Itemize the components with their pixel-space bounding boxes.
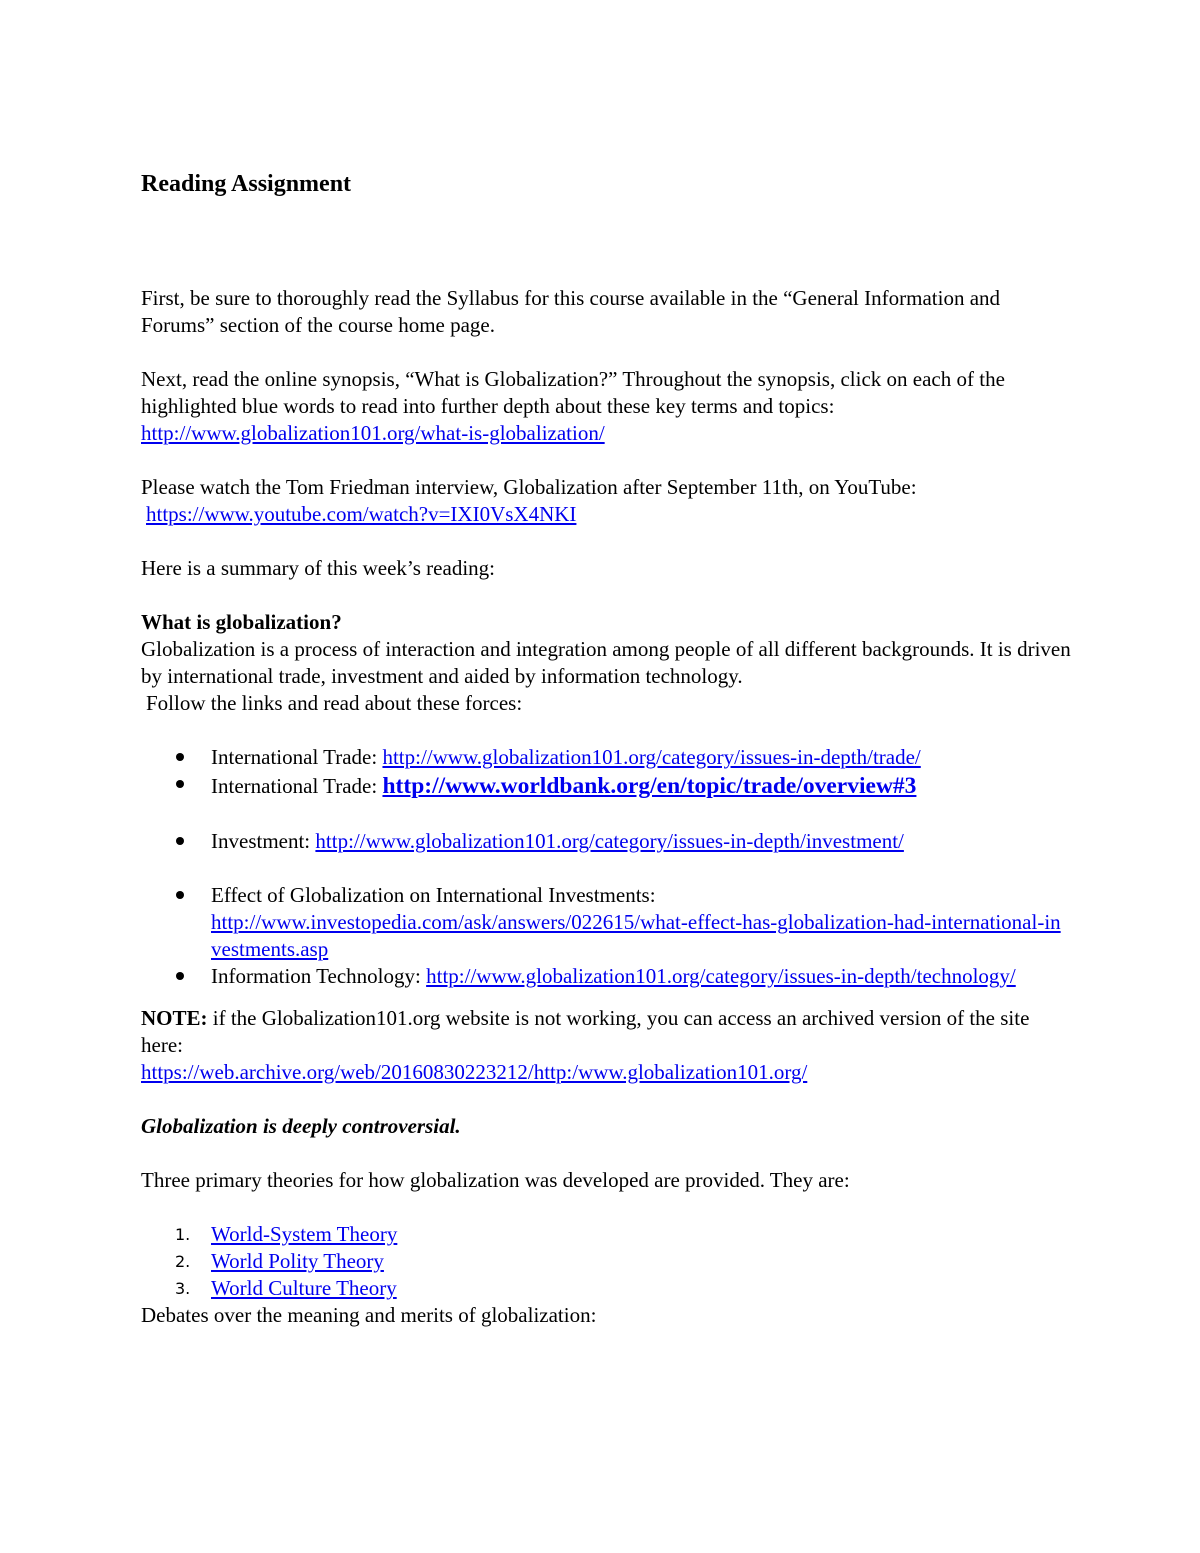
debates-text: Debates over the meaning and merits of globalization: bbox=[141, 1303, 597, 1327]
page-title: Reading Assignment bbox=[141, 171, 352, 197]
interview-paragraph bbox=[141, 474, 1071, 528]
controversy-heading: Globalization is deeply controversial. bbox=[141, 1114, 461, 1138]
interview-text: Please watch the Tom Friedman interview, Globalization after September 11th, on YouTube: bbox=[141, 475, 917, 499]
section-heading: What is globalization? bbox=[141, 610, 342, 634]
list-item bbox=[141, 744, 1071, 771]
forces-list bbox=[141, 744, 1071, 990]
document-page bbox=[141, 168, 1071, 1329]
worldbank-trade-link[interactable]: http://www.worldbank.org/en/topic/trade/overview#3 bbox=[382, 773, 917, 799]
bullet-icon bbox=[176, 780, 184, 788]
investment-link[interactable]: http://www.globalization101.org/category/issues-in-depth/investment/ bbox=[315, 829, 904, 853]
list-item bbox=[141, 771, 1071, 801]
world-system-theory-link[interactable]: World-System Theory bbox=[211, 1222, 398, 1246]
world-polity-theory-link[interactable]: World Polity Theory bbox=[211, 1249, 384, 1273]
list-number: 3. bbox=[175, 1279, 191, 1298]
bullet-icon bbox=[176, 837, 184, 845]
syllabus-paragraph: First, be sure to thoroughly read the Syllabus for this course available in the “General Information and Forums” section of the course home page. bbox=[141, 286, 1001, 337]
synopsis-paragraph bbox=[141, 366, 1071, 447]
list-item bbox=[141, 828, 1071, 855]
youtube-link[interactable]: https://www.youtube.com/watch?v=IXI0VsX4NKI bbox=[146, 502, 577, 526]
world-culture-theory-link[interactable]: World Culture Theory bbox=[211, 1276, 397, 1300]
list-item-label: International Trade: bbox=[211, 745, 383, 769]
list-item-label: Effect of Globalization on International Investments: bbox=[211, 883, 656, 907]
section-body: Globalization is a process of interaction and integration among people of all different backgrounds. It is driven by international trade, investment and aided by information technology. bbox=[141, 637, 1071, 688]
archive-link[interactable]: https://web.archive.org/web/20160830223212/http:/www.globalization101.org/ bbox=[141, 1060, 808, 1084]
note-paragraph bbox=[141, 1005, 1071, 1086]
list-number: 1. bbox=[175, 1225, 191, 1244]
bullet-icon bbox=[176, 972, 184, 980]
list-item-label: International Trade: bbox=[211, 774, 383, 798]
technology-link[interactable]: http://www.globalization101.org/category/issues-in-depth/technology/ bbox=[426, 964, 1016, 988]
note-text: if the Globalization101.org website is not working, you can access an archived version of the site here: bbox=[141, 1006, 1030, 1057]
list-item bbox=[141, 1248, 1071, 1275]
synopsis-link[interactable]: http://www.globalization101.org/what-is-globalization/ bbox=[141, 421, 605, 445]
trade-link[interactable]: http://www.globalization101.org/category/issues-in-depth/trade/ bbox=[382, 745, 921, 769]
investopedia-link[interactable]: http://www.investopedia.com/ask/answers/022615/what-effect-has-globalization-had-international-investments.asp bbox=[211, 910, 1061, 961]
list-item bbox=[141, 963, 1071, 990]
list-item-label: Investment: bbox=[211, 829, 316, 853]
theories-intro: Three primary theories for how globalization was developed are provided. They are: bbox=[141, 1168, 850, 1192]
list-item bbox=[141, 1221, 1071, 1248]
bullet-icon bbox=[176, 753, 184, 761]
synopsis-text: Next, read the online synopsis, “What is Globalization?” Throughout the synopsis, click on each of the highlighted blue words to read into further depth about these key terms and topics: bbox=[141, 367, 1005, 418]
bullet-icon bbox=[176, 891, 184, 899]
list-number: 2. bbox=[175, 1252, 191, 1271]
list-item bbox=[141, 1275, 1071, 1302]
globalization-section bbox=[141, 609, 1071, 717]
summary-intro: Here is a summary of this week’s reading: bbox=[141, 556, 495, 580]
list-item-label: Information Technology: bbox=[211, 964, 427, 988]
follow-links-text: Follow the links and read about these forces: bbox=[146, 691, 523, 715]
theories-list bbox=[141, 1221, 1071, 1302]
list-item bbox=[141, 882, 1071, 963]
note-label: NOTE: bbox=[141, 1006, 208, 1030]
